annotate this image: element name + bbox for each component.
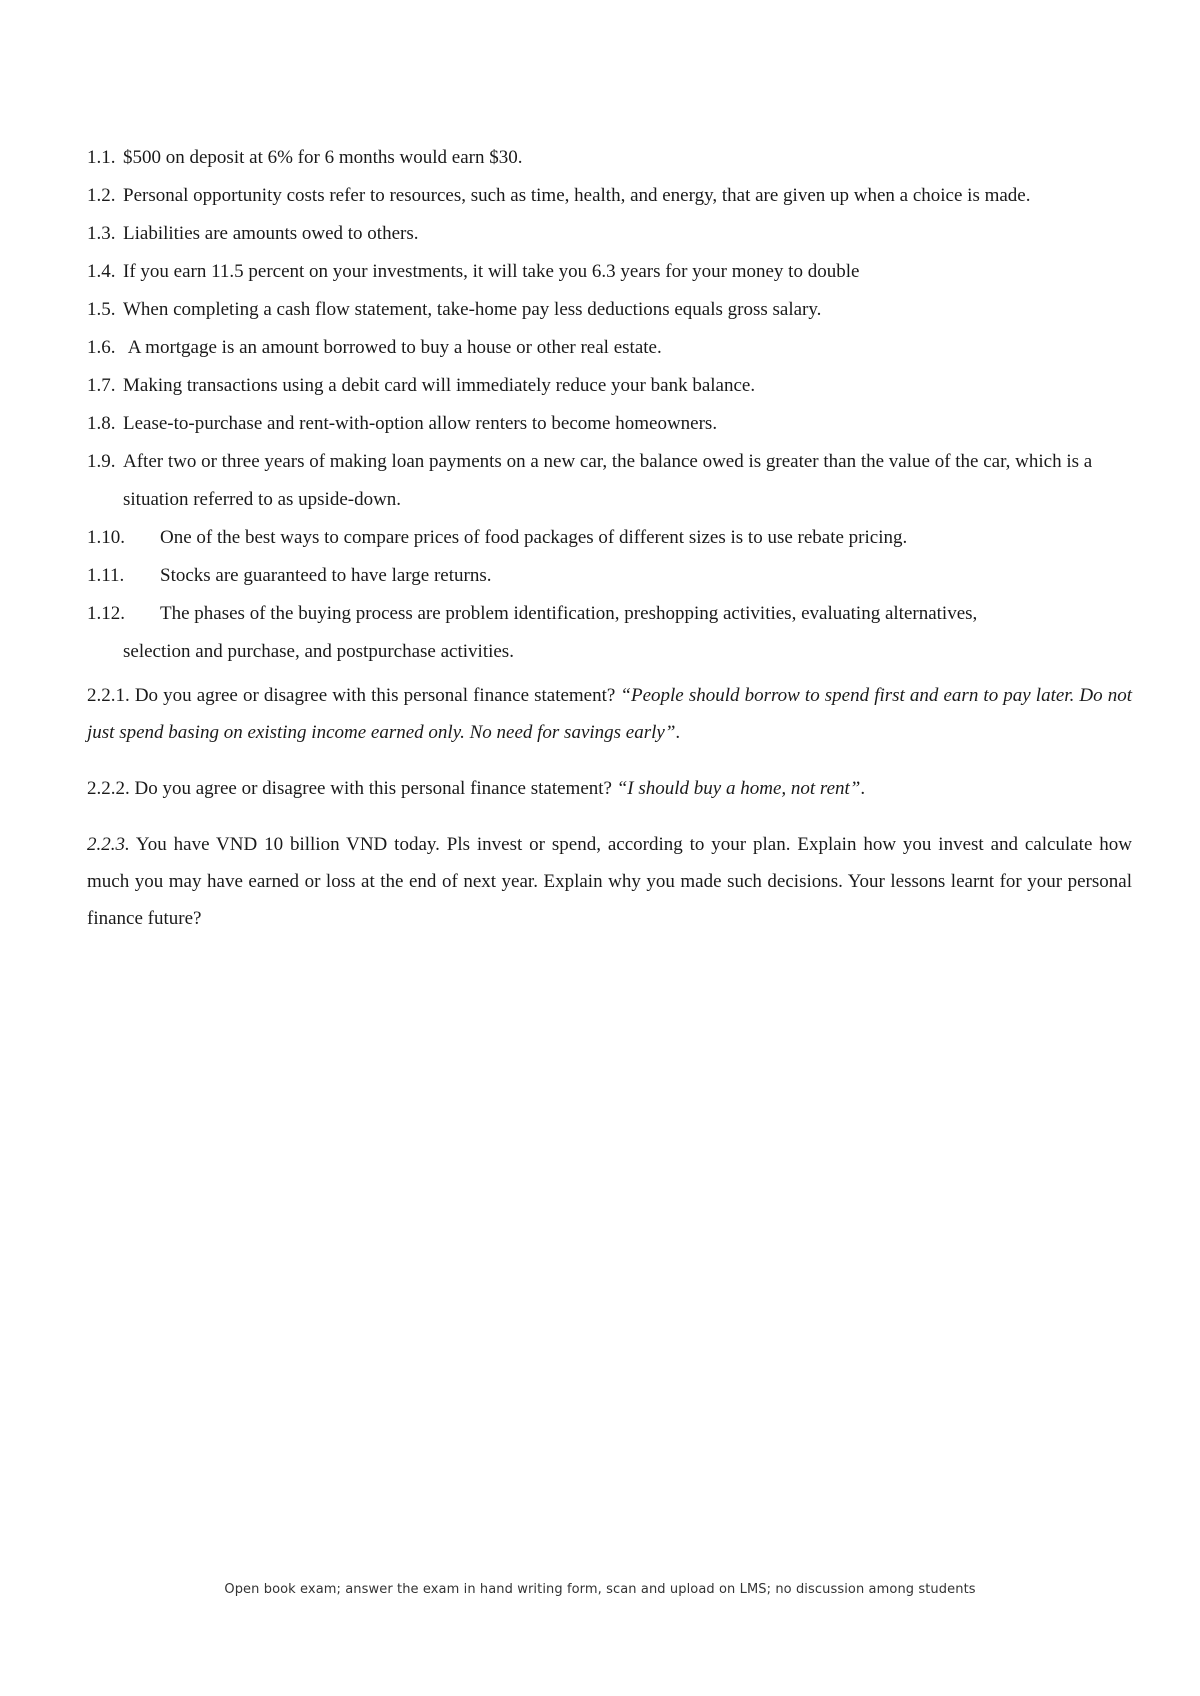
question-text: When completing a cash flow statement, take-home pay less deductions equals gross salary. (123, 299, 822, 320)
question-text: Stocks are guaranteed to have large returns. (160, 565, 492, 586)
question-text: One of the best ways to compare prices of food packages of different sizes is to use rebate pricing. (160, 527, 908, 548)
question-text: After two or three years of making loan payments on a new car, the balance owed is greater than the value of the car, which is a situation referred to as upside-down. (123, 451, 1093, 510)
question-number: 1.8. (87, 413, 116, 434)
essay-2-2-1 (87, 677, 1132, 751)
question-number: 1.7. (87, 375, 116, 396)
footer-instructions: Open book exam; answer the exam in hand writing form, scan and upload on LMS; no discussion among students (224, 1582, 976, 1597)
exam-page (87, 139, 1132, 956)
question-number: 1.4. (87, 261, 116, 282)
question-1-11 (87, 557, 1132, 595)
essay-suffix: . (675, 722, 681, 743)
question-text: Liabilities are amounts owed to others. (123, 223, 419, 244)
question-text-continued: selection and purchase, and postpurchase activities. (123, 641, 514, 662)
question-text: If you earn 11.5 percent on your investments, it will take you 6.3 years for your money to double (123, 261, 860, 282)
question-text: Personal opportunity costs refer to resources, such as time, health, and energy, that are given up when a choice is made. (123, 185, 1031, 206)
essay-suffix: . (860, 778, 866, 799)
question-number: 1.9. (87, 451, 116, 472)
question-number: 1.1. (87, 147, 116, 168)
question-1-2 (87, 177, 1132, 215)
question-text: Lease-to-purchase and rent-with-option allow renters to become homeowners. (123, 413, 718, 434)
question-1-4 (87, 253, 1132, 291)
essay-prompt: You have VND 10 billion VND today. Pls invest or spend, according to your plan. Explain how you invest and calculate how much you may have earned or loss at the end of next year. Explain why you made such decisions. Your lessons learnt for your personal finance future? (87, 834, 1132, 929)
question-number: 1.11. (87, 565, 125, 586)
question-number: 1.10. (87, 527, 125, 548)
question-text: The phases of the buying process are problem identification, preshopping activities, evaluating alternatives, (160, 603, 978, 624)
question-text: $500 on deposit at 6% for 6 months would earn $30. (123, 147, 523, 168)
question-number: 1.3. (87, 223, 116, 244)
question-1-8 (87, 405, 1132, 443)
essay-quote: “People should borrow to spend first and earn to pay later. Do not just spend basing on existing income earned only. No need for savings early” (87, 685, 1133, 743)
question-1-3 (87, 215, 1132, 253)
true-false-list (87, 139, 1132, 671)
question-1-1 (87, 139, 1132, 177)
essay-2-2-3 (87, 826, 1132, 937)
question-1-6 (87, 329, 1132, 367)
essay-number: 2.2.3. (87, 834, 130, 855)
question-1-9 (87, 443, 1132, 519)
question-number: 1.6. (87, 337, 116, 358)
essay-2-2-2 (87, 770, 1132, 807)
question-1-10 (87, 519, 1132, 557)
question-number: 1.12. (87, 603, 125, 624)
question-text: Making transactions using a debit card will immediately reduce your bank balance. (123, 375, 756, 396)
question-text: A mortgage is an amount borrowed to buy a house or other real estate. (123, 337, 662, 358)
question-1-5 (87, 291, 1132, 329)
essay-quote: “I should buy a home, not rent” (616, 778, 861, 799)
question-number: 1.5. (87, 299, 116, 320)
question-number: 1.2. (87, 185, 116, 206)
essay-prompt: 2.2.2. Do you agree or disagree with this personal finance statement? (87, 778, 617, 799)
question-1-12 (87, 595, 1132, 671)
essay-prompt: 2.2.1. Do you agree or disagree with this personal finance statement? (87, 685, 621, 706)
question-1-7 (87, 367, 1132, 405)
